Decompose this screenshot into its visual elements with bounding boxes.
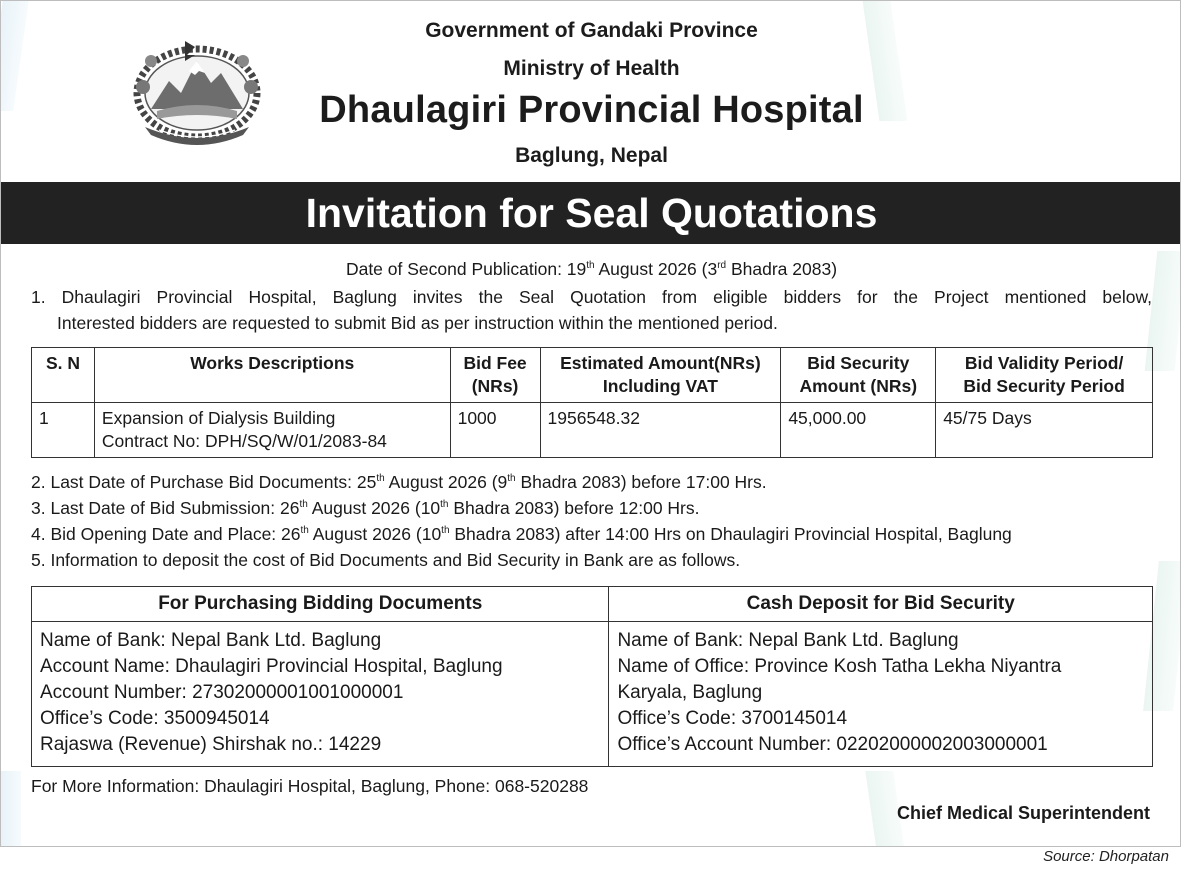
- detail-line: Account Name: Dhaulagiri Provincial Hospital, Baglung: [40, 656, 503, 677]
- ministry-heading: Ministry of Health: [503, 57, 680, 80]
- source-credit: Source: Dhorpatan: [1043, 848, 1169, 865]
- table-row: [32, 622, 1153, 767]
- column-header: Bid Validity Period/ Bid Security Period: [936, 348, 1153, 403]
- description-cell: Expansion of Dialysis Building Contract No: DPH/SQ/W/01/2083-84: [94, 403, 450, 458]
- detail-line: Rajaswa (Revenue) Shirshak no.: 14229: [40, 734, 382, 755]
- instruction-list: [31, 469, 1171, 573]
- publication-date: Date of Second Publication: 19th August 2026 (3rd Bhadra 2083): [345, 259, 838, 279]
- sn-cell: 1: [32, 403, 95, 458]
- detail-line: Office’s Code: 3700145014: [617, 708, 848, 729]
- hospital-name: Dhaulagiri Provincial Hospital: [319, 89, 864, 131]
- list-item: 5. Information to deposit the cost of Bid Documents and Bid Security in Bank are as follows.: [31, 550, 741, 570]
- notice-title-banner: [1, 182, 1181, 244]
- list-item: 3. Last Date of Bid Submission: 26th August 2026 (10th Bhadra 2083) before 12:00 Hrs.: [31, 498, 700, 518]
- works-table: [31, 347, 1153, 458]
- table-header-row: [32, 348, 1153, 403]
- detail-line: Karyala, Baglung: [617, 682, 763, 703]
- bank-details-table: [31, 586, 1153, 767]
- signatory-title: Chief Medical Superintendent: [896, 803, 1150, 823]
- detail-line: Account Number: 27302000001001000001: [40, 682, 404, 703]
- location-heading: Baglung, Nepal: [515, 144, 668, 167]
- security-deposit-details: [609, 622, 1153, 767]
- column-header: S. N: [32, 348, 95, 403]
- column-header: Cash Deposit for Bid Security: [609, 587, 1153, 622]
- column-header: Bid Fee (NRs): [450, 348, 540, 403]
- detail-line: Name of Bank: Nepal Bank Ltd. Baglung: [617, 630, 959, 651]
- bid-security-cell: 45,000.00: [781, 403, 936, 458]
- bid-fee-cell: 1000: [450, 403, 540, 458]
- purchase-bank-details: [32, 622, 609, 767]
- intro-line: Interested bidders are requested to submit Bid as per instruction within the mentioned period.: [57, 313, 778, 333]
- table-row: [32, 403, 1153, 458]
- intro-paragraph: [31, 284, 1152, 336]
- list-item: 2. Last Date of Purchase Bid Documents: 25th August 2026 (9th Bhadra 2083) before 17:00 Hrs.: [31, 472, 767, 492]
- column-header: For Purchasing Bidding Documents: [32, 587, 609, 622]
- estimated-amount-cell: 1956548.32: [540, 403, 781, 458]
- list-item: 4. Bid Opening Date and Place: 26th August 2026 (10th Bhadra 2083) after 14:00 Hrs on Dhaulagiri Provincial Hospital, Baglung: [31, 524, 1012, 544]
- column-header: Works Descriptions: [94, 348, 450, 403]
- column-header: Bid Security Amount (NRs): [781, 348, 936, 403]
- detail-line: Name of Bank: Nepal Bank Ltd. Baglung: [40, 630, 382, 651]
- background-decoration: [1, 771, 21, 847]
- contact-info: For More Information: Dhaulagiri Hospital, Baglung, Phone: 068-520288: [31, 776, 589, 796]
- detail-line: Office’s Code: 3500945014: [40, 708, 270, 729]
- table-header-row: [32, 587, 1153, 622]
- column-header: Estimated Amount(NRs) Including VAT: [540, 348, 781, 403]
- validity-period-cell: 45/75 Days: [936, 403, 1153, 458]
- notice-title: Invitation for Seal Quotations: [305, 190, 878, 236]
- detail-line: Name of Office: Province Kosh Tatha Lekha Niyantra: [617, 656, 1062, 677]
- intro-line: 1. Dhaulagiri Provincial Hospital, Baglung invites the Seal Quotation from eligible bidders for the Project mentioned below,: [31, 287, 1152, 307]
- government-heading: Government of Gandaki Province: [425, 19, 758, 42]
- detail-line: Office’s Account Number: 02202000002003000001: [617, 734, 1048, 755]
